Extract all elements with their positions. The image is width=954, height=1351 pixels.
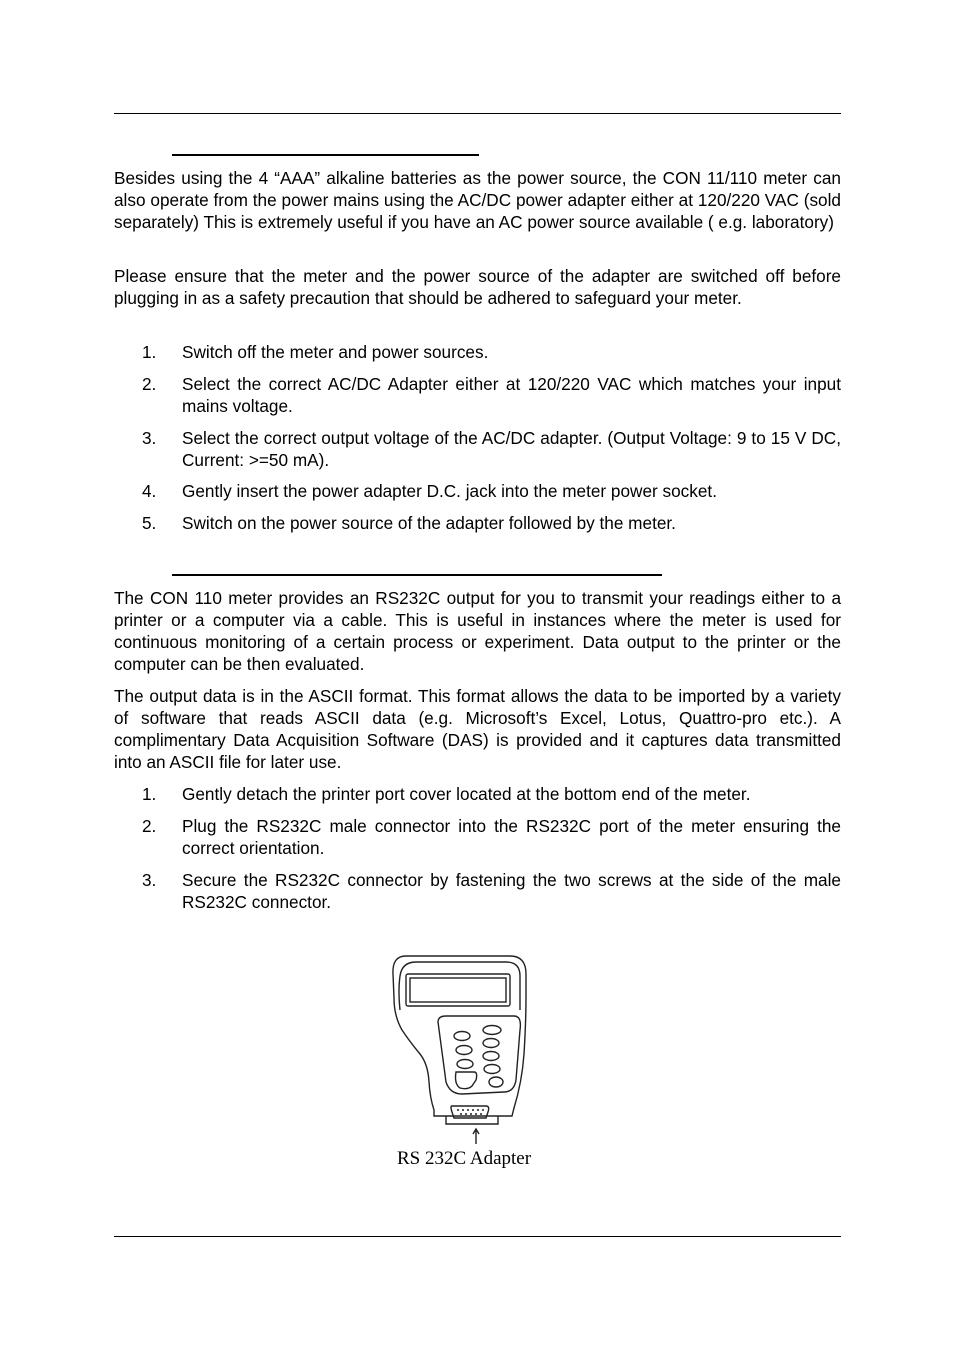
list-item-number: 1. xyxy=(142,342,157,362)
paragraph-rs232c-intro: The CON 110 meter provides an RS232C output for you to transmit your readings either to a printer or a computer via a cable. This is useful in instances where the meter is used for continuous monitoring of a certain process or experiment. Data output to the printer or the computer can be then evaluated. xyxy=(114,588,841,674)
pointer-arrow-icon xyxy=(473,1129,479,1144)
footer-rule xyxy=(114,1236,841,1237)
list-item-number: 2. xyxy=(142,816,157,836)
list-item-text: Switch off the meter and power sources. xyxy=(182,342,489,362)
list-item-text: Gently insert the power adapter D.C. jack into the meter power socket. xyxy=(182,481,717,501)
list-item-number: 2. xyxy=(142,374,157,394)
list-item-text: Gently detach the printer port cover located at the bottom end of the meter. xyxy=(182,784,751,804)
list-item-text: Plug the RS232C male connector into the RS232C port of the meter ensuring the correct orientation. xyxy=(182,816,841,858)
section-heading-underline-power-adapter xyxy=(172,154,479,156)
list-item-text: Select the correct AC/DC Adapter either at 120/220 VAC which matches your input mains voltage. xyxy=(182,374,841,416)
list-item-number: 3. xyxy=(142,870,157,890)
paragraph-power-adapter-intro: Besides using the 4 “AAA” alkaline batteries as the power source, the CON 11/110 meter can also operate from the power mains using the AC/DC power adapter either at 120/220 VAC (sold separately) This is extremely useful if you have an AC power source available ( e.g. laboratory) xyxy=(114,168,841,232)
meter-illustration xyxy=(388,950,528,1144)
list-item-text: Switch on the power source of the adapter followed by the meter. xyxy=(182,513,676,533)
section-heading-underline-rs232c xyxy=(172,574,662,576)
keypad-panel-icon xyxy=(438,1016,520,1094)
meter-body-inner-edge xyxy=(399,962,520,1010)
list-item-text: Select the correct output voltage of the AC/DC adapter. (Output Voltage: 9 to 15 V DC, Current: >=50 mA). xyxy=(182,428,841,470)
header-rule xyxy=(114,113,841,114)
list-item-number: 3. xyxy=(142,428,157,448)
list-item-number: 4. xyxy=(142,481,157,501)
paragraph-ascii-format: The output data is in the ASCII format. This format allows the data to be imported by a variety of software that reads ASCII data (e.g. Microsoft’s Excel, Lotus, Quattro-pro etc.). A complimentary Data Acquisition Software (DAS) is provided and it captures data transmitted into an ASCII file for later use. xyxy=(114,686,841,772)
paragraph-power-adapter-safety: Please ensure that the meter and the power source of the adapter are switched off before plugging in as a safety precaution that should be adhered to safeguard your meter. xyxy=(114,266,841,308)
display-window-icon xyxy=(406,974,510,1006)
list-item-text: Secure the RS232C connector by fastening the two screws at the side of the male RS232C connector. xyxy=(182,870,841,912)
list-item-number: 1. xyxy=(142,784,157,804)
figure-caption: RS 232C Adapter xyxy=(397,1148,532,1169)
list-item-number: 5. xyxy=(142,513,157,533)
